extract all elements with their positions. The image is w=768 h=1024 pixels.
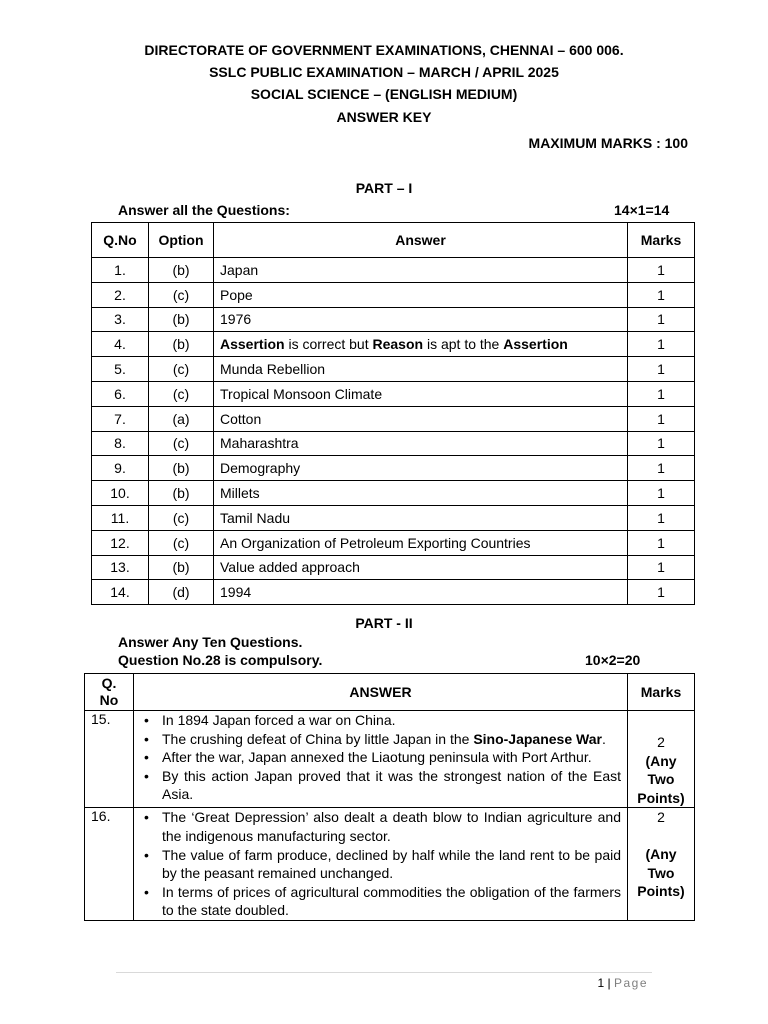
part2-marks-formula: 10×2=20 [585,652,641,668]
answer-cell [134,711,628,808]
list-item [162,730,621,749]
option-cell: (b) [149,555,214,580]
qno-cell: 9. [92,456,149,481]
answer-text: . [601,730,606,747]
header-exam: SSLC PUBLIC EXAMINATION – MARCH / APRIL 2025 [209,64,559,80]
answer-cell: Cotton [214,406,628,431]
marks-cell: 1 [628,530,695,555]
header-directorate: DIRECTORATE OF GOVERNMENT EXAMINATIONS, CHENNAI – 600 006. [144,42,624,58]
footer-divider [116,972,652,973]
answer-text: is correct but [284,336,373,353]
option-cell: (b) [149,332,214,357]
table-row [92,406,695,431]
qno-cell: 13. [92,555,149,580]
qno-cell: 14. [92,580,149,605]
option-cell: (c) [149,431,214,456]
option-cell: (c) [149,357,214,382]
table-row [92,381,695,406]
col-qno-header: Q. No [85,674,134,711]
marks-cell: 1 [628,431,695,456]
qno-cell: 4. [92,332,149,357]
list-item: • By this action Japan proved that it was the strongest nation of the East Asia. [162,767,621,804]
table-row [92,481,695,506]
marks-cell: 1 [628,555,695,580]
marks-note: (Any Two Points) [637,752,685,806]
qno-cell: 7. [92,406,149,431]
marks-cell: 1 [628,381,695,406]
answer-cell: Munda Rebellion [214,357,628,382]
qno-cell: 6. [92,381,149,406]
page-label: Page [613,976,648,990]
part2-instruction-any-ten: Answer Any Ten Questions. [118,634,303,650]
col-marks-header: Marks [628,223,695,258]
answer-cell: Pope [214,282,628,307]
table-row [92,258,695,283]
qno-cell: 10. [92,481,149,506]
table-row [92,456,695,481]
marks-cell: 1 [628,282,695,307]
header-subject: SOCIAL SCIENCE – (ENGLISH MEDIUM) [250,86,518,102]
page-footer [597,976,648,990]
option-cell: (b) [149,307,214,332]
answer-bold-reason: Reason [372,336,424,353]
option-cell: (b) [149,258,214,283]
qno-cell: 16. [85,808,134,921]
marks-cell: 1 [628,481,695,506]
qno-cell: 15. [85,711,134,808]
answer-points [140,808,621,920]
option-cell: (b) [149,481,214,506]
answer-cell [214,332,628,357]
table-header-row [85,674,695,711]
part1-table [91,222,695,605]
page-separator: | [607,976,611,990]
answer-cell: Value added approach [214,555,628,580]
answer-bold-assertion: Assertion [503,336,568,353]
qno-cell: 12. [92,530,149,555]
col-answer-header: Answer [214,223,628,258]
table-row [85,711,695,808]
answer-cell: 1994 [214,580,628,605]
qno-cell: 1. [92,258,149,283]
page-number: 1 [597,976,605,990]
option-cell: (c) [149,282,214,307]
answer-cell: Tamil Nadu [214,505,628,530]
answer-cell: 1976 [214,307,628,332]
marks-value: 2 [657,809,665,826]
table-row [92,505,695,530]
option-cell: (d) [149,580,214,605]
part2-title: PART - II [355,615,413,631]
marks-cell [628,808,695,921]
marks-cell: 1 [628,580,695,605]
part1-marks-formula: 14×1=14 [614,202,670,218]
answer-cell: Demography [214,456,628,481]
answer-bold-assertion: Assertion [220,336,285,353]
marks-cell: 1 [628,505,695,530]
qno-cell: 3. [92,307,149,332]
table-row [92,307,695,332]
table-row [92,357,695,382]
col-answer-header: ANSWER [134,674,628,711]
col-option-header: Option [149,223,214,258]
answer-cell: Tropical Monsoon Climate [214,381,628,406]
marks-cell: 1 [628,307,695,332]
option-cell: (b) [149,456,214,481]
list-item: • The ‘Great Depression’ also dealt a death blow to Indian agriculture and the indigenous manufacturing sector. [162,808,621,845]
marks-cell: 1 [628,456,695,481]
list-item: • In 1894 Japan forced a war on China. [162,711,621,730]
answer-cell: Maharashtra [214,431,628,456]
marks-note: (Any Two Points) [637,845,685,900]
maximum-marks: MAXIMUM MARKS : 100 [528,135,688,151]
table-row [92,580,695,605]
part1-instruction: Answer all the Questions: [118,202,290,218]
table-header-row [92,223,695,258]
marks-cell: 1 [628,332,695,357]
col-qno-header: Q.No [92,223,149,258]
table-row [92,555,695,580]
marks-cell [628,711,695,808]
qno-cell: 8. [92,431,149,456]
answer-cell: Millets [214,481,628,506]
table-row [85,808,695,921]
marks-cell: 1 [628,258,695,283]
part2-instruction-compulsory: Question No.28 is compulsory. [118,652,323,668]
table-row [92,332,695,357]
part2-table [84,673,695,921]
qno-cell: 2. [92,282,149,307]
option-cell: (c) [149,530,214,555]
table-row [92,282,695,307]
list-item: • In terms of prices of agricultural commodities the obligation of the farmers to the state doubled. [162,883,621,920]
part1-title: PART – I [355,180,413,196]
list-item: • The value of farm produce, declined by half while the land rent to be paid by the peasant remained unchanged. [162,846,621,883]
option-cell: (c) [149,505,214,530]
list-item: • After the war, Japan annexed the Liaotung peninsula with Port Arthur. [162,748,621,767]
option-cell: (c) [149,381,214,406]
qno-cell: 11. [92,505,149,530]
header-answer-key: ANSWER KEY [336,109,432,125]
answer-cell: An Organization of Petroleum Exporting Countries [214,530,628,555]
answer-bold-term: Sino-Japanese War [473,730,602,747]
marks-cell: 1 [628,406,695,431]
qno-cell: 5. [92,357,149,382]
col-marks-header: Marks [628,674,695,711]
table-row [92,530,695,555]
option-cell: (a) [149,406,214,431]
answer-cell [134,808,628,921]
answer-text: The crushing defeat of China by little Japan in the [162,730,474,747]
answer-cell: Japan [214,258,628,283]
answer-points [140,711,621,804]
table-row [92,431,695,456]
answer-text: is apt to the [423,336,504,353]
marks-cell: 1 [628,357,695,382]
marks-value: 2 [657,734,665,750]
